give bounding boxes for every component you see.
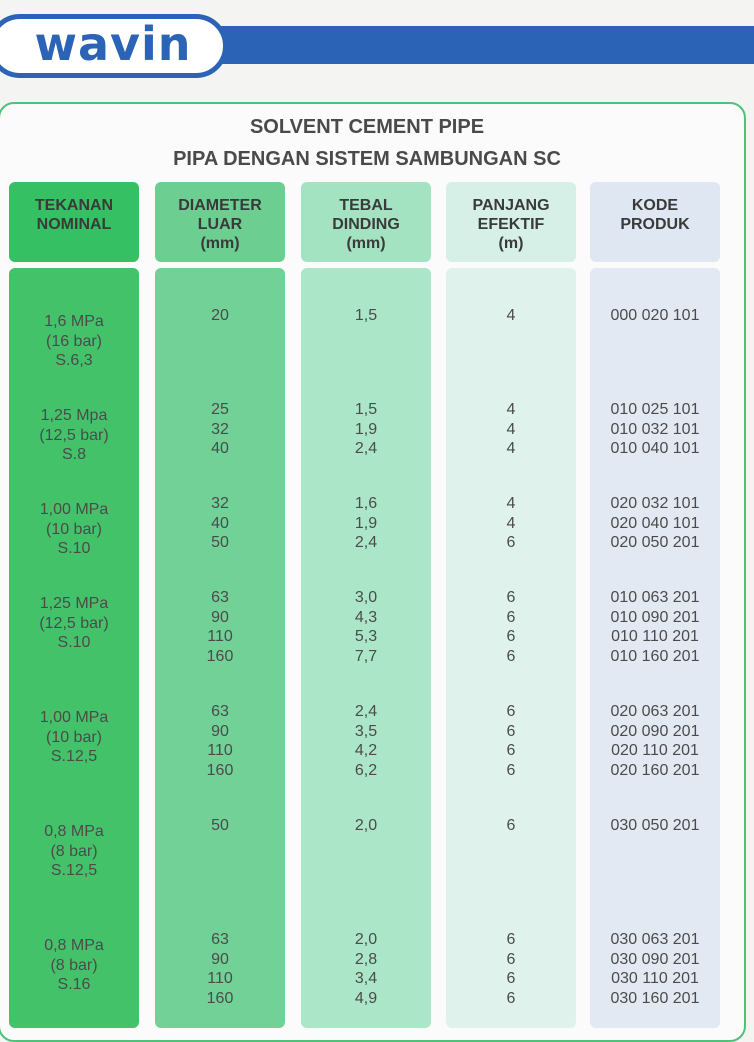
- cell-tebal: 1,5: [354, 307, 378, 324]
- page-title: SOLVENT CEMENT PIPE: [249, 116, 485, 138]
- cell-kode: 020 063 201 020 090 201 020 110 201 020 160 201: [610, 703, 700, 779]
- cell-diameter: 20: [211, 307, 229, 324]
- cell-tekanan: 0,8 MPa (8 bar) S.12,5: [44, 823, 104, 879]
- cell-tekanan: 0,8 MPa (8 bar) S.16: [44, 937, 104, 993]
- cell-kode: 010 025 101 010 032 101 010 040 101: [610, 401, 700, 457]
- cell-kode: 030 050 201: [610, 817, 700, 834]
- brand-bar: [200, 26, 754, 64]
- cell-kode: 020 032 101 020 040 101 020 050 201: [610, 495, 700, 551]
- page-subtitle: PIPA DENGAN SISTEM SAMBUNGAN SC: [173, 148, 561, 170]
- header-tebal-dinding: TEBAL DINDING (mm): [301, 182, 431, 262]
- cell-panjang: 6 6 6 6: [506, 703, 516, 779]
- cell-tekanan: 1,25 MPa (12,5 bar) S.10: [39, 595, 109, 651]
- cell-diameter: 32 40 50: [211, 495, 229, 551]
- cell-kode: 000 020 101: [610, 307, 700, 324]
- header-diameter-luar: DIAMETER LUAR (mm): [155, 182, 285, 262]
- cell-tekanan: 1,25 Mpa (12,5 bar) S.8: [39, 407, 109, 463]
- cell-panjang: 4 4 6: [506, 495, 516, 551]
- cell-tekanan: 1,6 MPa (16 bar) S.6,3: [44, 313, 104, 369]
- cell-tebal: 2,0 2,8 3,4 4,9: [354, 931, 378, 1007]
- cell-tebal: 2,4 3,5 4,2 6,2: [354, 703, 378, 779]
- cell-diameter: 63 90 110 160: [206, 931, 234, 1007]
- cell-tebal: 2,0: [354, 817, 378, 834]
- cell-panjang: 4 4 4: [506, 401, 516, 457]
- cell-kode: 030 063 201 030 090 201 030 110 201 030 160 201: [610, 931, 700, 1007]
- cell-tebal: 3,0 4,3 5,3 7,7: [354, 589, 378, 665]
- cell-diameter: 63 90 110 160: [206, 589, 234, 665]
- cell-panjang: 6 6 6 6: [506, 589, 516, 665]
- cell-panjang: 6: [506, 817, 516, 834]
- cell-tekanan: 1,00 MPa (10 bar) S.10: [39, 501, 109, 557]
- cell-diameter: 63 90 110 160: [206, 703, 234, 779]
- cell-diameter: 50: [211, 817, 229, 834]
- cell-tekanan: 1,00 MPa (10 bar) S.12,5: [39, 709, 109, 765]
- cell-diameter: 25 32 40: [211, 401, 229, 457]
- header-tekanan-nominal: TEKANAN NOMINAL: [9, 182, 139, 262]
- cell-panjang: 4: [506, 307, 516, 324]
- logo-text: wavin: [34, 17, 192, 71]
- wavin-logo: [0, 14, 228, 78]
- cell-tebal: 1,5 1,9 2,4: [354, 401, 378, 457]
- cell-kode: 010 063 201 010 090 201 010 110 201 010 160 201: [610, 589, 700, 665]
- header-panjang-efektif: PANJANG EFEKTIF (m): [446, 182, 576, 262]
- cell-tebal: 1,6 1,9 2,4: [354, 495, 378, 551]
- cell-panjang: 6 6 6 6: [506, 931, 516, 1007]
- header-kode-produk: KODE PRODUK: [590, 182, 720, 262]
